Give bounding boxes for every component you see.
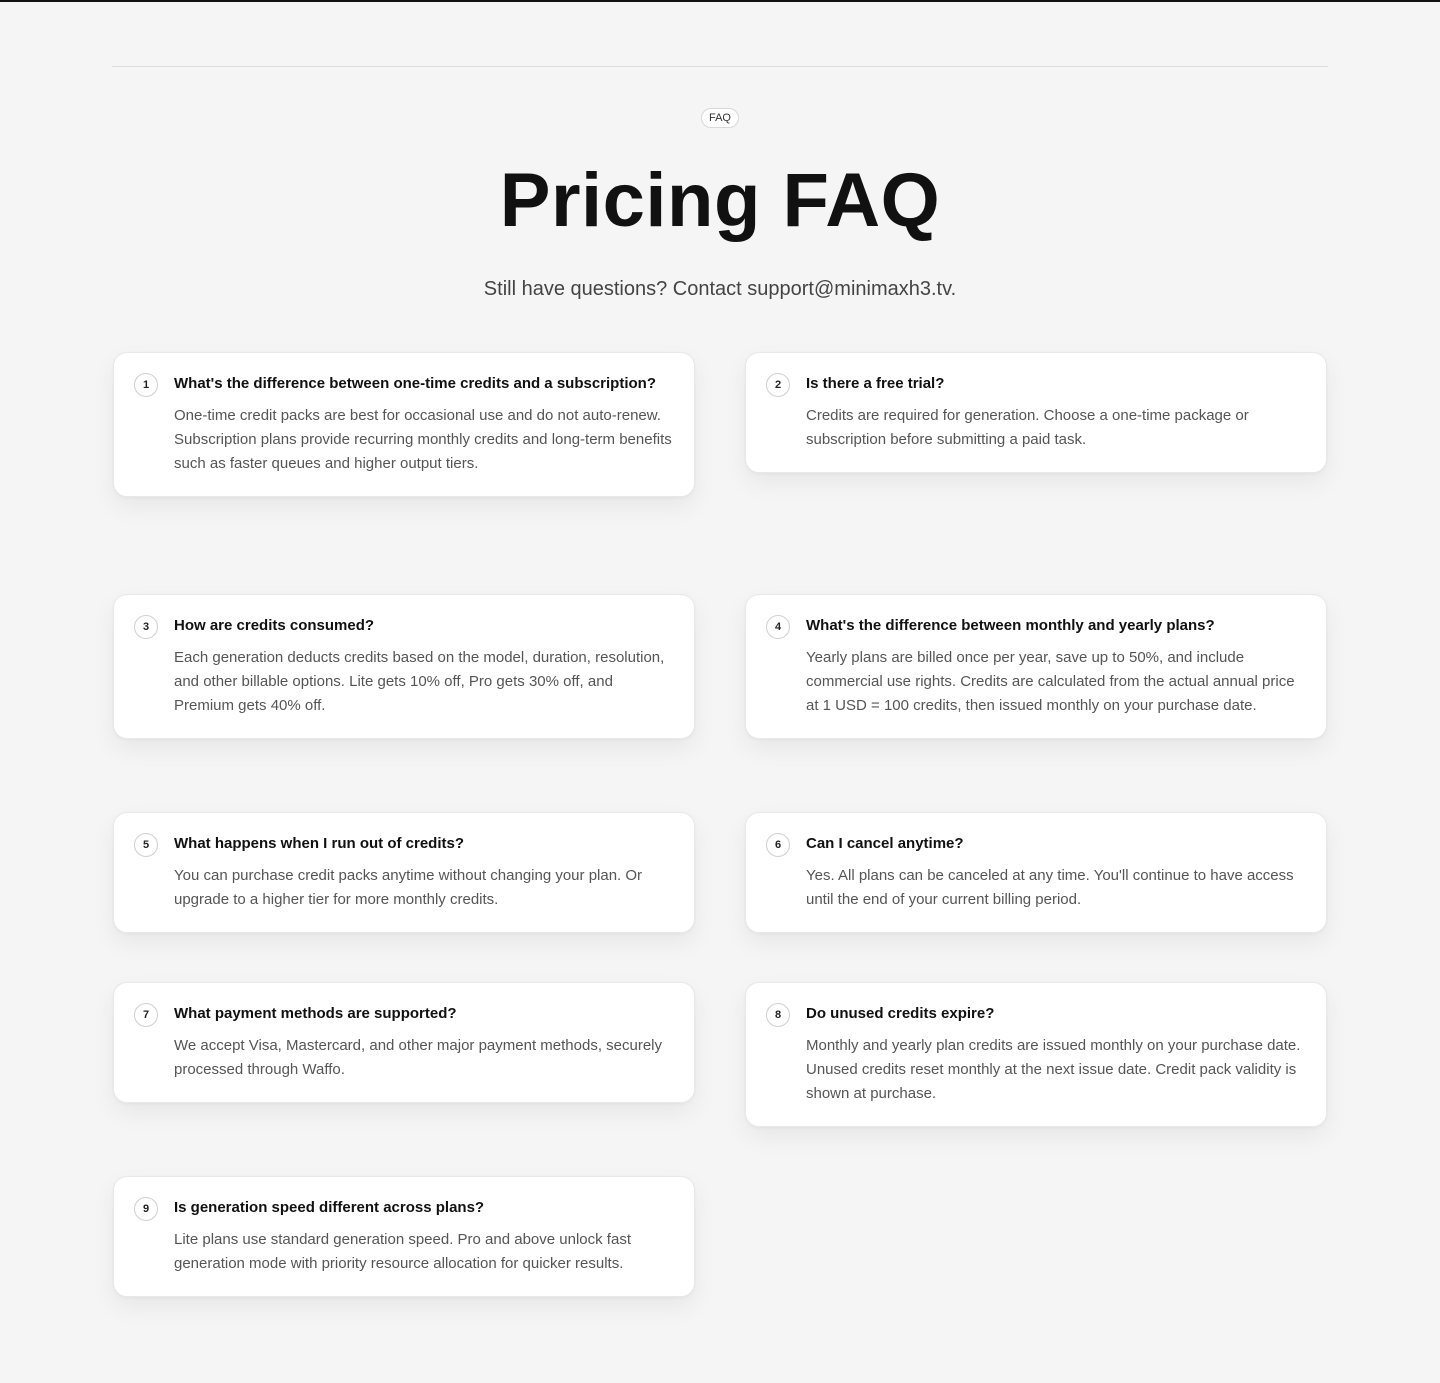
faq-question: What happens when I run out of credits? xyxy=(174,835,465,852)
faq-card-4 xyxy=(745,594,1327,739)
faq-number-badge: 8 xyxy=(766,1003,790,1027)
section-divider xyxy=(112,66,1328,67)
faq-card-3 xyxy=(113,594,695,739)
faq-number-badge: 6 xyxy=(766,833,790,857)
faq-answer: Credits are required for generation. Choose a one-time package or subscription before submitting a paid task. xyxy=(806,407,1249,448)
faq-answer: Monthly and yearly plan credits are issued monthly on your purchase date. Unused credits reset monthly at the next issue date. Credit pack validity is shown at purchase. xyxy=(806,1037,1301,1102)
faq-card-7 xyxy=(113,982,695,1103)
faq-question: What payment methods are supported? xyxy=(174,1005,457,1022)
faq-answer: We accept Visa, Mastercard, and other major payment methods, securely processed through Waffo. xyxy=(174,1037,663,1078)
faq-number-badge: 7 xyxy=(134,1003,158,1027)
faq-answer: Lite plans use standard generation speed. Pro and above unlock fast generation mode with priority resource allocation for quicker results. xyxy=(174,1231,631,1272)
faq-number-badge: 2 xyxy=(766,373,790,397)
faq-question: Can I cancel anytime? xyxy=(806,835,964,852)
faq-number-badge: 4 xyxy=(766,615,790,639)
faq-number-badge: 5 xyxy=(134,833,158,857)
faq-number-badge: 1 xyxy=(134,373,158,397)
faq-number-badge: 9 xyxy=(134,1197,158,1221)
top-border xyxy=(0,0,1440,2)
faq-card-5 xyxy=(113,812,695,933)
faq-card-2 xyxy=(745,352,1327,473)
faq-answer: One-time credit packs are best for occasional use and do not auto-renew. Subscription plans provide recurring monthly credits and long-term benefits such as faster queues and higher output tiers. xyxy=(174,407,672,472)
faq-answer: Yearly plans are billed once per year, save up to 50%, and include commercial use rights. Credits are calculated from the actual annual price at 1 USD = 100 credits, then issued monthly on your purchase date. xyxy=(806,649,1295,714)
faq-card-1 xyxy=(113,352,695,497)
faq-card-6 xyxy=(745,812,1327,933)
page-subtitle: Still have questions? Contact support@minimaxh3.tv. xyxy=(483,278,957,300)
page-title: Pricing FAQ xyxy=(499,158,941,243)
faq-badge: FAQ xyxy=(701,108,739,128)
faq-question: What's the difference between monthly and yearly plans? xyxy=(806,617,1215,634)
faq-question: Is there a free trial? xyxy=(806,375,945,392)
faq-question: Do unused credits expire? xyxy=(806,1005,995,1022)
faq-question: What's the difference between one-time credits and a subscription? xyxy=(174,375,656,392)
faq-question: How are credits consumed? xyxy=(174,617,375,634)
faq-card-9 xyxy=(113,1176,695,1297)
faq-question: Is generation speed different across plans? xyxy=(174,1199,485,1216)
faq-answer: You can purchase credit packs anytime without changing your plan. Or upgrade to a higher tier for more monthly credits. xyxy=(174,867,643,908)
faq-header xyxy=(0,108,1440,302)
faq-number-badge: 3 xyxy=(134,615,158,639)
faq-answer: Yes. All plans can be canceled at any time. You'll continue to have access until the end of your current billing period. xyxy=(806,867,1294,908)
faq-card-8 xyxy=(745,982,1327,1127)
faq-answer: Each generation deducts credits based on the model, duration, resolution, and other billable options. Lite gets 10% off, Pro gets 30% off, and Premium gets 40% off. xyxy=(174,649,665,714)
